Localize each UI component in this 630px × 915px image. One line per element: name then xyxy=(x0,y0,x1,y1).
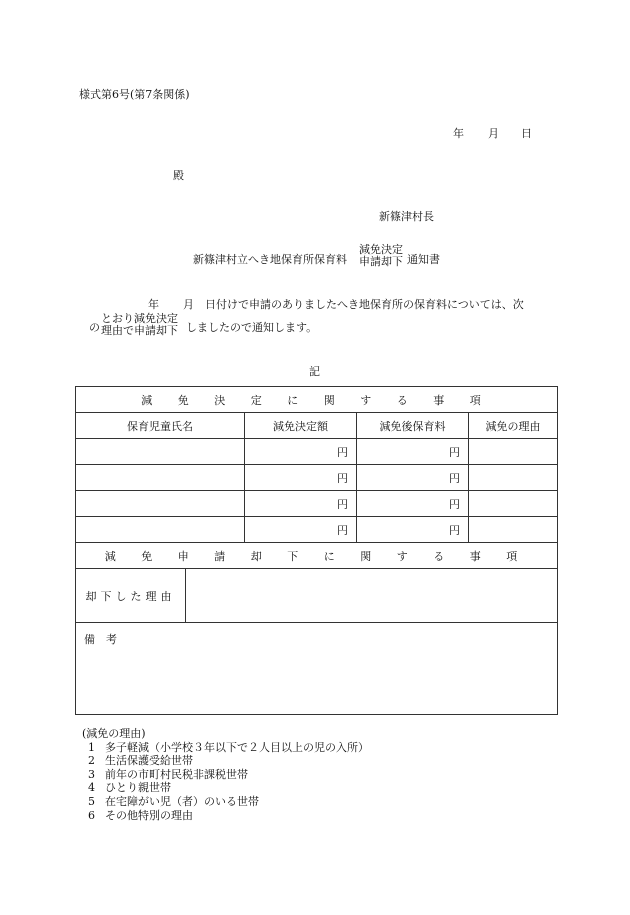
rejection-reason-field[interactable] xyxy=(186,569,558,623)
child-name-cell[interactable] xyxy=(76,439,245,465)
body-option-decision: とおり減免決定 xyxy=(101,312,178,325)
addressee-suffix: 殿 xyxy=(173,169,184,182)
title-option-rejection: 申請却下 xyxy=(359,255,403,268)
table-row xyxy=(76,465,558,491)
reason-cell[interactable] xyxy=(469,439,558,465)
reduction-amount-cell[interactable]: 円 xyxy=(245,491,357,517)
rejection-reason-label: 却下した理由 xyxy=(76,569,186,623)
list-item xyxy=(82,795,369,809)
note-text: 多子軽減（小学校３年以下で２人目以上の児の入所） xyxy=(105,740,369,754)
body-option-stack xyxy=(101,313,178,337)
body-month-label: 月 xyxy=(183,298,194,311)
reason-cell[interactable] xyxy=(469,517,558,543)
note-text: 生活保護受給世帯 xyxy=(105,754,193,768)
ki-label: 記 xyxy=(309,365,320,378)
header-reduction-reason: 減免の理由 xyxy=(469,413,558,439)
header-reduction-amount: 減免決定額 xyxy=(245,413,357,439)
body-no: の xyxy=(89,321,100,334)
body-year-label: 年 xyxy=(148,298,159,311)
form-table xyxy=(75,386,558,715)
note-number: 2 xyxy=(88,754,95,768)
list-item xyxy=(82,754,369,768)
list-item xyxy=(82,768,369,782)
reduction-amount-cell[interactable]: 円 xyxy=(245,439,357,465)
table-row xyxy=(76,491,558,517)
note-text: その他特別の理由 xyxy=(105,808,193,822)
body-line1: 日付けで申請のありましたへき地保育所の保育料については、次 xyxy=(205,298,524,311)
note-number: 5 xyxy=(88,794,95,808)
header-fee-after: 減免後保育料 xyxy=(357,413,469,439)
note-text: ひとり親世帯 xyxy=(105,781,171,795)
child-name-cell[interactable] xyxy=(76,465,245,491)
title-option-decision: 減免決定 xyxy=(359,243,403,256)
date-year-label: 年 xyxy=(453,127,464,140)
note-text: 在宅障がい児（者）のいる世帯 xyxy=(105,794,259,808)
fee-after-cell[interactable]: 円 xyxy=(357,517,469,543)
reduction-amount-cell[interactable]: 円 xyxy=(245,517,357,543)
body-line2: しましたので通知します。 xyxy=(186,321,318,334)
note-text: 前年の市町村民税非課税世帯 xyxy=(105,767,248,781)
reduction-reasons-notes xyxy=(82,727,369,822)
child-name-cell[interactable] xyxy=(76,517,245,543)
header-child-name: 保育児童氏名 xyxy=(76,413,245,439)
title-prefix: 新篠津村立へき地保育所保育料 xyxy=(193,253,347,266)
remarks-field[interactable] xyxy=(76,623,558,715)
title-suffix: 通知書 xyxy=(407,253,440,266)
date-day-label: 日 xyxy=(521,127,532,140)
reduction-amount-cell[interactable]: 円 xyxy=(245,465,357,491)
notes-heading: (減免の理由) xyxy=(82,727,146,740)
reason-cell[interactable] xyxy=(469,491,558,517)
section-rejection-title: 減 免 申 請 却 下 に 関 す る 事 項 xyxy=(76,543,558,569)
note-number: 3 xyxy=(88,767,95,781)
list-item xyxy=(82,809,369,823)
note-number: 6 xyxy=(88,808,95,822)
remarks-label: 備 考 xyxy=(84,633,117,646)
note-number: 1 xyxy=(88,740,95,754)
table-row xyxy=(76,439,558,465)
list-item xyxy=(82,781,369,795)
issuer-name: 新篠津村長 xyxy=(379,210,434,223)
child-name-cell[interactable] xyxy=(76,491,245,517)
table-row xyxy=(76,517,558,543)
section-decision-title: 減 免 決 定 に 関 す る 事 項 xyxy=(76,387,558,413)
fee-after-cell[interactable]: 円 xyxy=(357,491,469,517)
body-option-rejection: 理由で申請却下 xyxy=(101,324,178,337)
title-option-stack xyxy=(359,244,403,268)
fee-after-cell[interactable]: 円 xyxy=(357,439,469,465)
form-number: 様式第6号(第7条関係) xyxy=(79,88,190,101)
fee-after-cell[interactable]: 円 xyxy=(357,465,469,491)
note-number: 4 xyxy=(88,781,95,795)
date-month-label: 月 xyxy=(488,127,499,140)
list-item xyxy=(82,741,369,755)
reason-cell[interactable] xyxy=(469,465,558,491)
